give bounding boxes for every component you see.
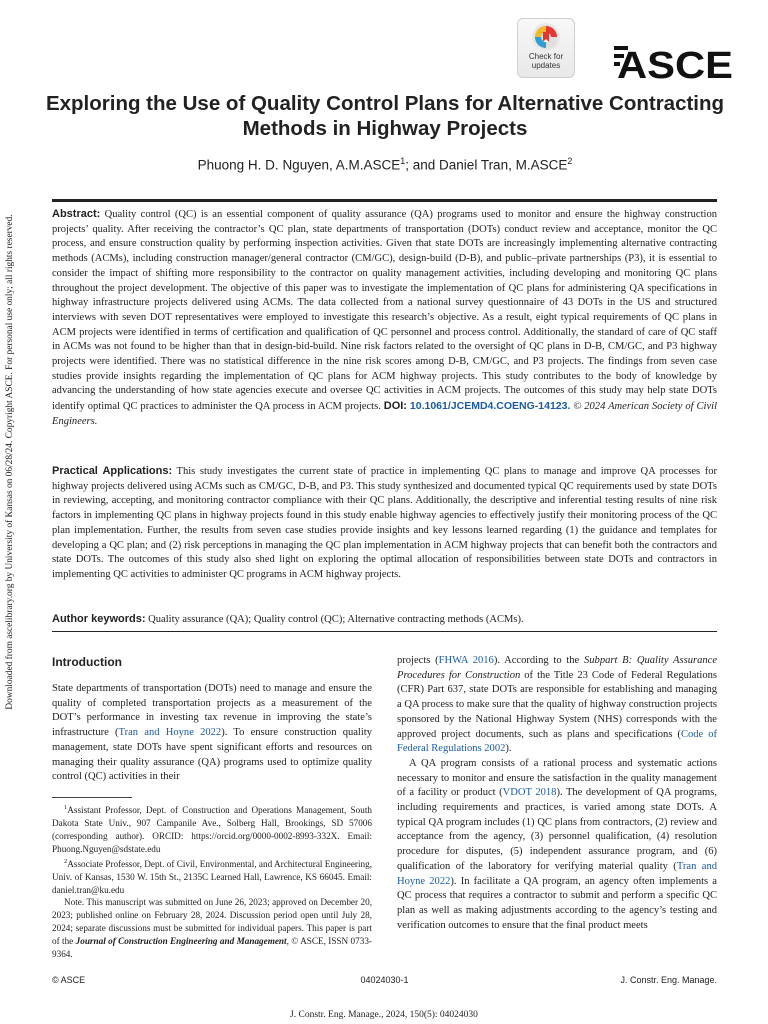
abstract <box>52 207 717 430</box>
practical-applications <box>52 464 717 583</box>
asce-logo-text: ASCE <box>617 45 733 84</box>
right-column <box>397 654 717 933</box>
download-notice-text: Downloaded from ascelibrary.org by University of Kansas on 06/28/24. Copyright ASCE. For personal use only; all rights reserved. <box>5 214 15 710</box>
abstract-text: Quality control (QC) is an essential component of quality assurance (QA) programs used to monitor and ensure the highway construction projects’ quality. After receiving the contractor’s QC plan, state departments of transportation (DOTs) conduct review and acceptance, monitor the QC process, and ensure construction quality by performing inspection activities. Given that state DOTs are increasingly implementing alternative contracting methods (ACMs), including construction manager/general contractor (CM/GC), design-build (D-B), and public–private partnerships (P3), it is essential to consider the impact of shifting more responsibility to the contractor on quality management activities, including developing and monitoring QC plans throughout the project development. The objective of this paper was to investigate the implementation of QC plans for administering QA specifications in highway infrastructure projects delivered using ACMs. The data collected from a national survey questionnaire of 43 DOTs in the US and structured interviews with seven DOT representatives were employed to investigate this research’s objective. As a result, eight typical requirements of QC plans in ACM projects were identified in terms of certification and qualification of QC personnel and process control. Additionally, the standard of care of QC staff in ACMs was not found to be higher than that in design-bid-build. Nine risk factors related to the oversight of QC plans in D-B, CM/GC, and P3 highway projects were identified. There was no statistical difference in the nine risk scores among D-B, CM/GC, and P3 projects. The findings from seven case studies provide insights regarding the implementation of QC plans for ACM highway projects. This study contributes to the body of knowledge by advancing the understanding of how state agencies execute and oversee QC activities in ACM projects. The outcomes of this study may help state DOTs identify optimal QC practices to administer the QA process in ACM projects. <box>52 209 717 413</box>
author-keywords <box>52 612 717 628</box>
right-paragraph-2: A QA program consists of a rational process and systematic actions necessary to monitor and ensure the satisfaction in the quality management of a facility or product (VDOT 2018). The development of QA programs, including requirements and practices, is varied among state DOTs. A typical QA program includes (1) QC plans from contractors, (2) review and acceptance from the agency, (3) personnel qualification, (4) resolution procedure for disputes, (5) independent assurance program, and (6) qualification of the laboratory for verifying material quality (Tran and Hoyne 2022). In facilitate a QA program, an agency often implements a QC process that requires a contractor to submit and perform a specific QC plan as well as making adjustments according to the agency’s testing and verification outcomes to ensure that the final product meets <box>397 757 717 931</box>
citation-line: J. Constr. Eng. Manage., 2024, 150(5): 04024030 <box>290 1010 478 1020</box>
ref-cfr[interactable]: Code of Federal Regulations 2002 <box>397 728 717 755</box>
divider-keywords <box>52 631 717 632</box>
check-label-line2: updates <box>531 61 561 70</box>
manuscript-note: Note. This manuscript was submitted on June 26, 2023; approved on December 20, 2023; published online on February 28, 2024. Discussion period open until July 28, 2024; separate discussions must be submitted for individual papers. This paper is part of the Journal of Construction Engineering and Management, © ASCE, ISSN 0733-9364. <box>52 897 372 960</box>
footnote-divider <box>52 797 132 798</box>
keywords-text: Quality assurance (QA); Quality control (QC); Alternative contracting methods (ACMs). <box>145 614 524 625</box>
author-line <box>40 156 730 173</box>
page-footer <box>52 975 717 989</box>
doi-label: DOI: <box>383 400 407 413</box>
introduction-heading: Introduction <box>52 655 122 669</box>
ref-vdot[interactable]: VDOT 2018 <box>502 787 557 799</box>
author-1: Phuong H. D. Nguyen, A.M.ASCE <box>197 157 401 173</box>
copyright-text: © 2024 American Society of Civil Engineers. <box>52 401 718 427</box>
footnotes <box>52 802 372 961</box>
ref-tran-hoyne[interactable]: Tran and Hoyne 2022 <box>118 727 222 739</box>
asce-logo <box>614 40 734 84</box>
left-column <box>52 682 372 785</box>
author-1-affil: 1 <box>400 156 406 166</box>
divider-top <box>52 199 717 202</box>
page-title: Exploring the Use of Quality Control Plans for Alternative Contracting Methods in Highway Projects <box>45 92 725 140</box>
check-for-updates-button[interactable] <box>517 18 575 78</box>
right-paragraph-1: projects (FHWA 2016). According to the Subpart B: Quality Assurance Procedures for Construction of the Title 23 Code of Federal Regulations (CFR) Part 637, state DOTs are responsible for establishing and managing a QA process to make sure that the quality of highway construction projects sponsored by the National Highway System (NHS) corresponds with the approved project documents, such as plans and specifications (Code of Federal Regulations 2002). <box>397 655 717 755</box>
footer-journal: J. Constr. Eng. Manage. <box>620 975 717 985</box>
intro-paragraph: State departments of transportation (DOTs) need to manage and ensure the quality of completed transportation projects as a measurement of the DOT’s performance in investing tax revenue in improving the state’s infrastructure (Tran and Hoyne 2022). To ensure construction quality management, state DOTs have spent significant efforts and resources on managing their quality assurance (QA) programs used to optimize quality control (QC) activities in their <box>52 683 372 783</box>
footer-copyright: © ASCE <box>52 975 86 985</box>
footnote-2: $^2$Associate Professor, Dept. of Civil, Environmental, and Architectural Engineering, Univ. of Kansas, 1530 W. 15th St., 2135C Learned Hall, Lawrence, KS 66045. Email: daniel.tran@ku.edu <box>52 857 372 895</box>
doi-link[interactable]: 10.1061/JCEMD4.COENG-14123. <box>409 400 571 413</box>
author-2-affil: 2 <box>567 156 573 166</box>
check-label-line1: Check for <box>528 52 564 61</box>
author-sep: ; and Daniel Tran, M.ASCE <box>405 157 568 173</box>
footnote-1: $^1$Assistant Professor, Dept. of Construction and Operations Management, South Dakota State Univ., 907 Campanile Ave., Solberg Hall, Brookings, SD 57006 (corresponding author). ORCID: https://orcid.org/0000-0002-8993-332X. Email: Phuong.Nguyen@sdstate.edu <box>52 804 372 854</box>
abstract-label: Abstract: <box>52 208 101 220</box>
keywords-label: Author keywords: <box>52 613 146 625</box>
crossmark-icon <box>532 23 560 51</box>
footer-page-id: 04024030-1 <box>360 975 409 985</box>
ref-fhwa[interactable]: FHWA 2016 <box>438 655 494 666</box>
journal-name: Journal of Construction Engineering and Management <box>75 936 287 947</box>
practical-text: This study investigates the current state of practice in implementing QC plans to manage and improve QA processes for highway projects delivered using ACMs such as CM/GC, D-B, and P3. This study synthesized and documented typical QC requirements used by state DOTs in reviewing, accepting, and monitoring contractor compliance with their QC plans. Additionally, the descriptive and inferential testing results of nine risk factors in implementing QC plans in highway projects found in this study enable highway agencies to effectively justify their monitoring process of the QC plan implementation. Further, the results from seven case studies provide insights and key lessons learned regarding (1) the guidance and templates for developing a QC plan; and (2) risk perceptions in managing the QC plan implementation in ACM highway projects that can benefit both the contractors and state DOTs. The outcomes of this study also shed light on exploring the optimal allocation of responsibilities between state DOTs and contractors in implementing QC activities to administer QC programs in ACM highway projects. <box>52 466 717 580</box>
download-notice <box>0 0 20 1024</box>
practical-label: Practical Applications: <box>52 465 173 477</box>
ref-tran-hoyne-2[interactable]: Tran and Hoyne 2022 <box>397 860 717 887</box>
